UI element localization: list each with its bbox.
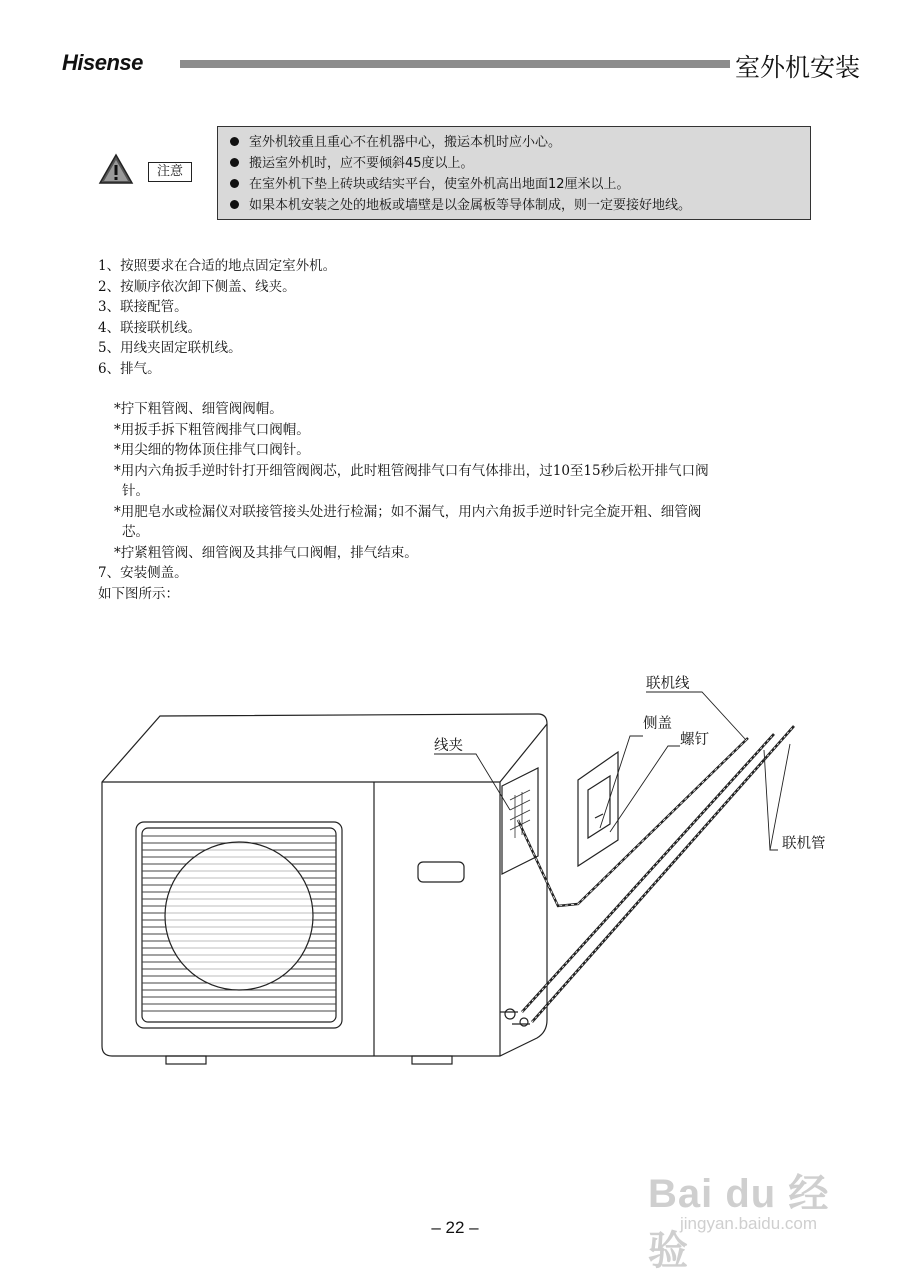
substep-item (98, 502, 818, 543)
substep-text: *用尖细的物体顶住排气口阀针。 (114, 442, 310, 458)
substep-text: *拧紧粗管阀、细管阀及其排气口阀帽，排气结束。 (114, 544, 418, 561)
substep-continuation: 针。 (122, 483, 149, 499)
section-title: 室外机安装 (735, 53, 861, 82)
substep-item (98, 440, 818, 461)
caution-item-text: 如果本机安装之处的地板或墙壁是以金属板等导体制成，则一定要接好地线。 (249, 198, 692, 213)
step-item: 7、安装侧盖。 (98, 565, 188, 581)
caution-item-text: 在室外机下垫上砖块或结实平台，使室外机高出地面12厘米以上。 (249, 177, 630, 192)
warning-triangle-icon (98, 153, 134, 185)
substep-item (98, 543, 818, 564)
callout-side-cover: 侧盖 (643, 716, 672, 732)
brand-logo: Hisense (62, 50, 143, 75)
watermark-main: Bai du 经验 (648, 1172, 830, 1273)
caution-item (230, 153, 810, 174)
caution-label: 注意 (148, 162, 192, 182)
step-item: 1、按照要求在合适的地点固定室外机。 (98, 258, 337, 274)
bullet-icon (230, 158, 239, 167)
substep-item (98, 420, 818, 441)
callout-pipe: 联机管 (782, 836, 826, 852)
callout-screw: 螺钉 (680, 732, 709, 748)
spacer (98, 379, 818, 399)
substep-item (98, 461, 818, 502)
caution-item-text: 室外机较重且重心不在机器中心，搬运本机时应小心。 (249, 135, 562, 150)
step-item: 5、用线夹固定联机线。 (98, 340, 242, 356)
substep-text: *用扳手拆下粗管阀排气口阀帽。 (114, 421, 310, 438)
callout-cable: 联机线 (646, 676, 690, 692)
substep-item (98, 399, 818, 420)
outdoor-unit-illustration (90, 660, 850, 1080)
substep-text: *拧下粗管阀、细管阀阀帽。 (114, 401, 283, 417)
substep-text: *用肥皂水或检漏仪对联接管接头处进行检漏；如不漏气，用内六角扳手逆时针完全旋开粗、细管阀 (114, 503, 702, 520)
substep-text: *用内六角扳手逆时针打开细管阀阀芯，此时粗管阀排气口有气体排出，过10至15秒后松开排气口阀 (114, 462, 709, 479)
caution-item-text: 搬运室外机时，应不要倾斜45度以上。 (249, 156, 474, 171)
page-number: – 22 – (431, 1218, 479, 1237)
callout-clamp: 线夹 (434, 738, 463, 754)
step-item: 4、联接联机线。 (98, 319, 202, 336)
installation-steps (98, 256, 818, 604)
watermark-url: jingyan.baidu.com (680, 1214, 818, 1233)
substep-continuation: 芯。 (122, 524, 149, 540)
step-item: 3、联接配管。 (98, 299, 188, 315)
step-item: 2、按顺序依次卸下侧盖、线夹。 (98, 278, 296, 295)
bullet-icon (230, 200, 239, 209)
figure-intro: 如下图所示： (98, 585, 179, 602)
step-item: 6、排气。 (98, 360, 161, 377)
outdoor-unit-figure (90, 660, 850, 1080)
caution-item (230, 132, 810, 153)
bullet-icon (230, 137, 239, 146)
caution-item (230, 195, 810, 216)
header-rule (180, 60, 730, 68)
baidu-watermark (640, 1148, 870, 1273)
caution-item (230, 174, 810, 195)
caution-notice-box (217, 126, 811, 220)
bullet-icon (230, 179, 239, 188)
